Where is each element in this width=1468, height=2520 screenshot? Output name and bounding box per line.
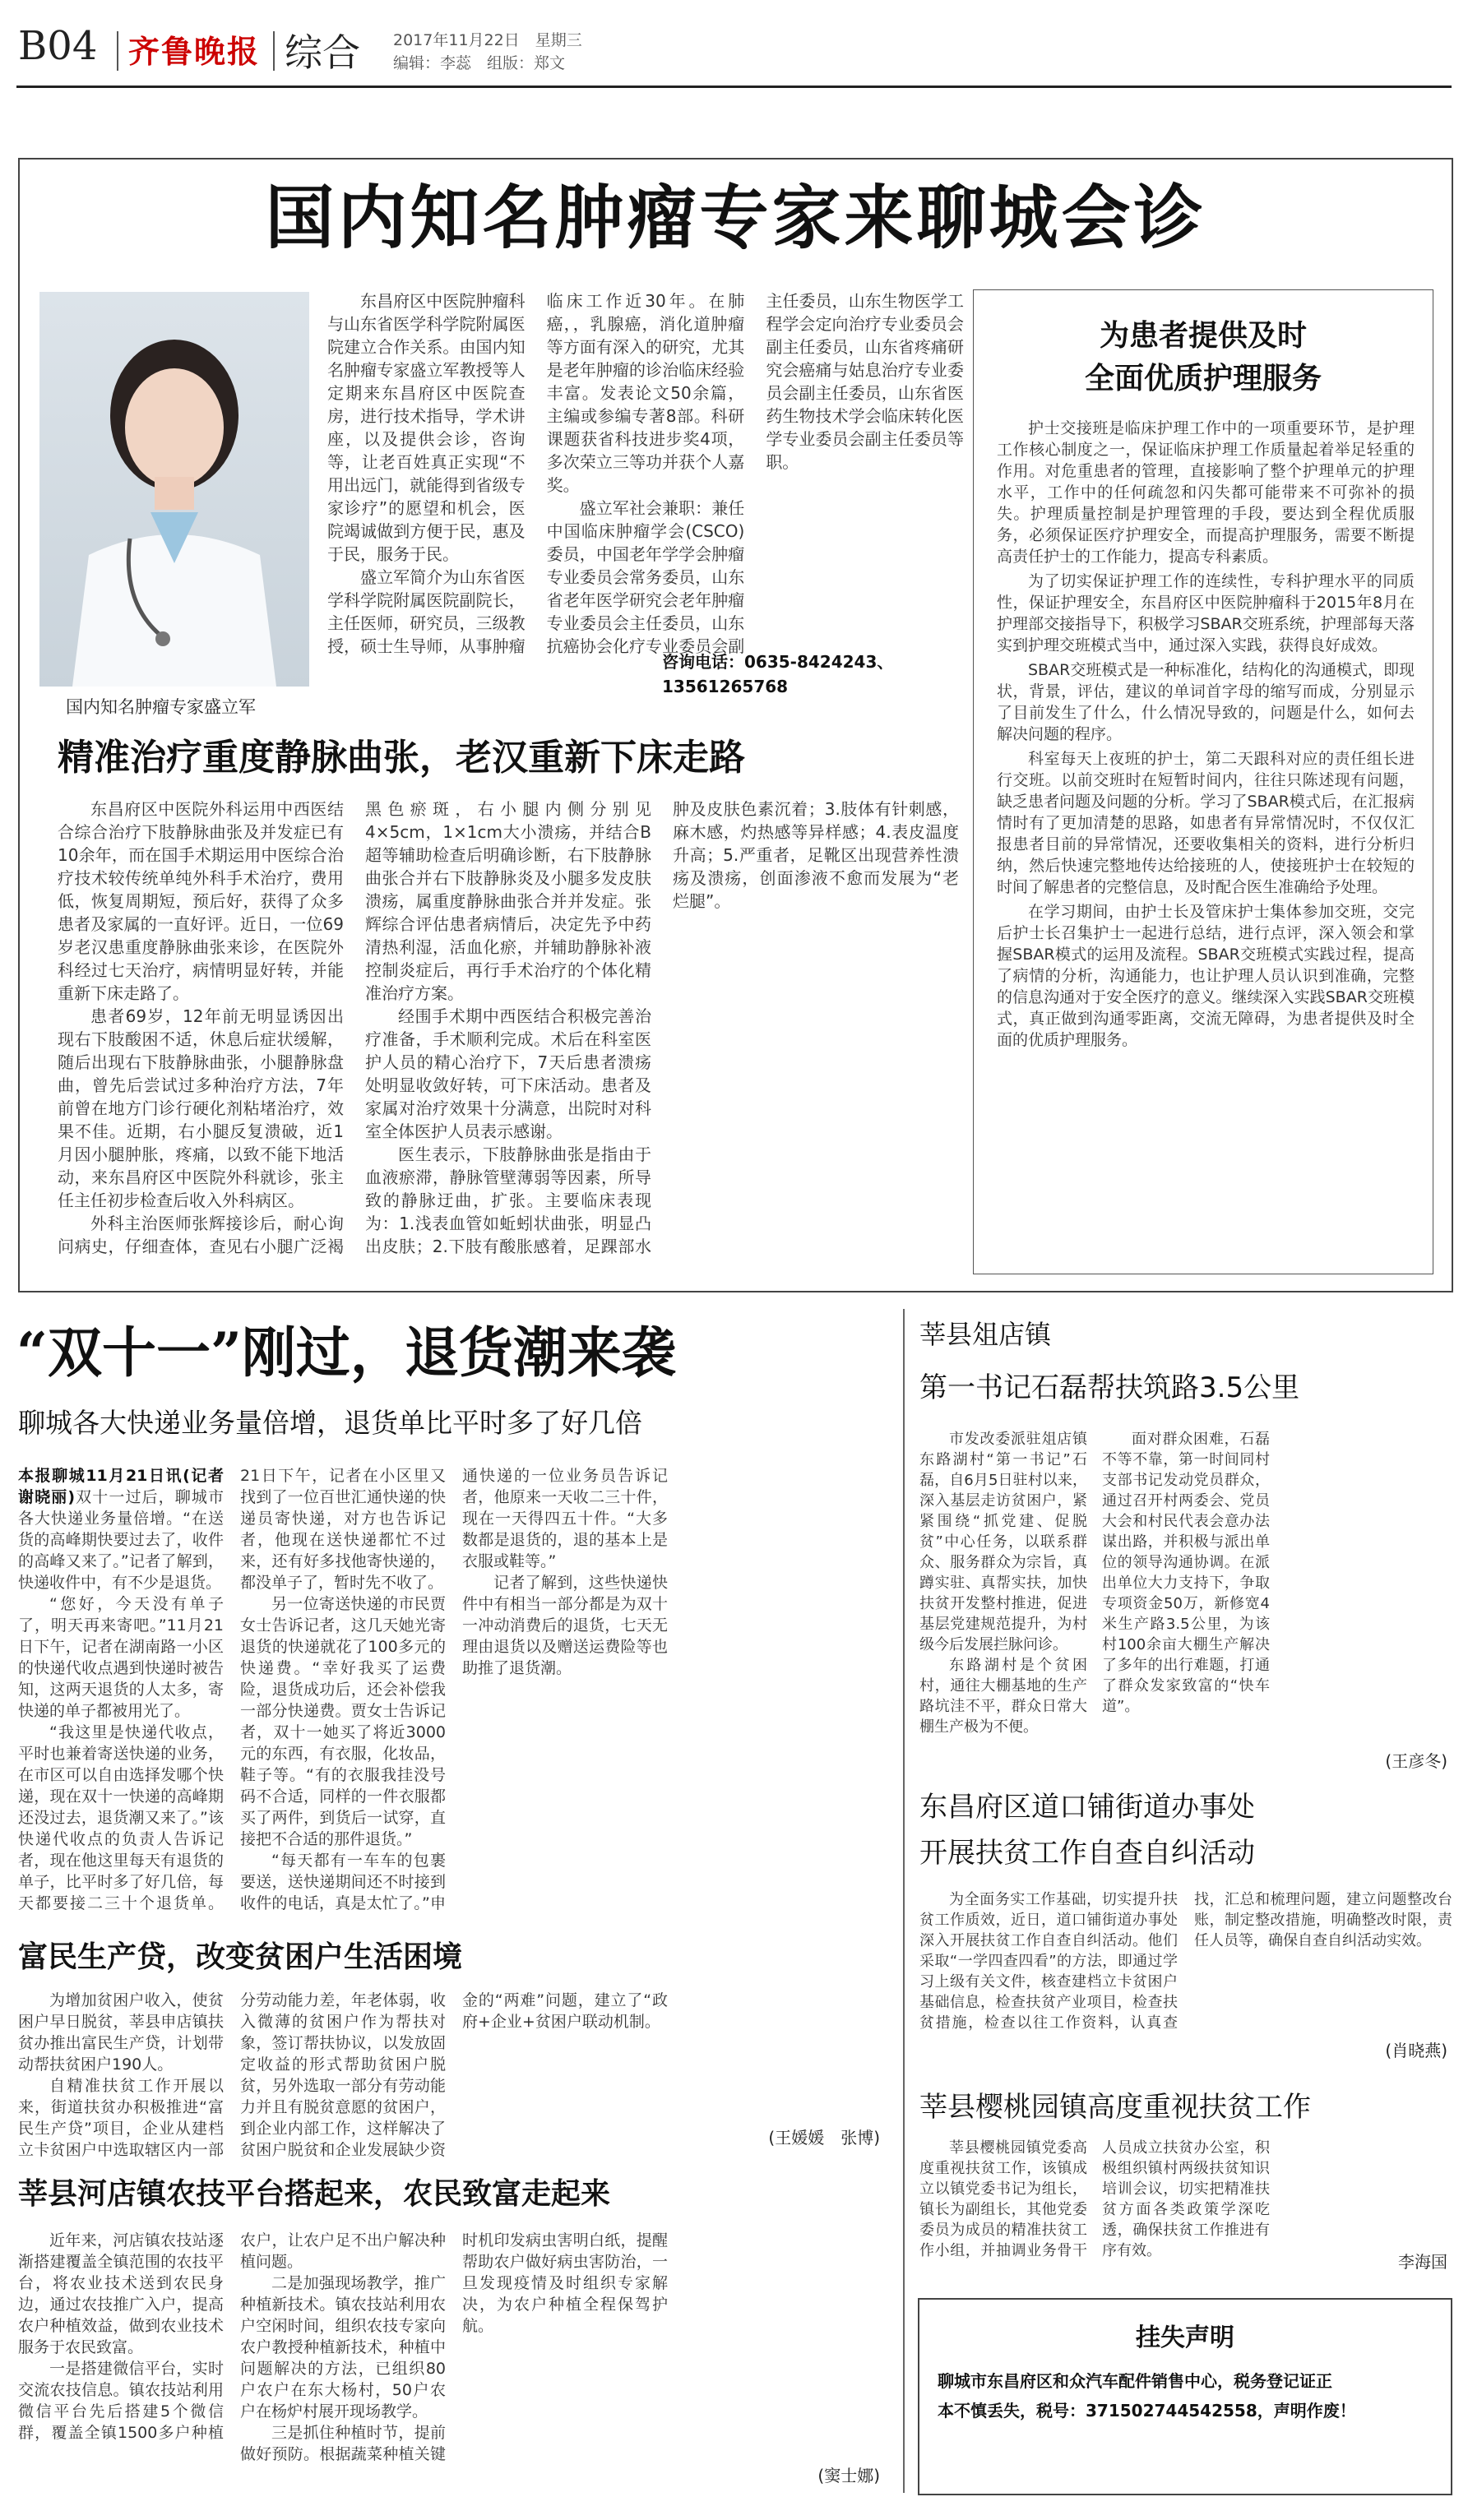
author-signature: 李海国	[1398, 2252, 1447, 2272]
article-subheadline: 聊城各大快递业务量倍增，退货单比平时多了好几倍	[18, 1407, 642, 1439]
author-signature: (窦士娜)	[817, 2466, 880, 2485]
masthead-divider	[273, 31, 275, 71]
article-headline: 富民生产贷，改变贫困户生活困境	[18, 1940, 463, 1974]
article-headline: 精准治疗重度静脉曲张，老汉重新下床走路	[58, 737, 745, 779]
paragraph: 近年来，河店镇农技站逐渐搭建覆盖全镇范围的农技平台，将农业技术送到农民身边，通过农技推广入户，提高农户种植效益，做到农业技术服务于农民致富。	[18, 2231, 224, 2356]
paragraph: 盛立军社会兼职：兼任中国临床肿瘤学会(CSCO)委员，中国老年学学会肿瘤专业委员会常务委员，山东省老年医学研究会老年肿瘤专业委员会主任委员，山东抗癌协会化疗专业委员会副主任委员，山东生物医学工程学会定向治疗专业委员会副主任委员，山东省疼痛研究会癌痛与姑息治疗专业委员会副主任委员，山东省医药生物技术学会临床转化医学专业委员会副主任委员等职。	[546, 291, 964, 656]
contact-phone: 咨询电话：0635-8424243、13561265768	[662, 652, 894, 696]
author-signature: (肖晓燕)	[1385, 2041, 1447, 2060]
sidebar-headline: 为患者提供及时	[1099, 319, 1307, 353]
author-signature: (王彦冬)	[1385, 1751, 1447, 1771]
paragraph: 为了切实保证护理工作的连续性，专科护理水平的同质性，保证护理安全，东昌府区中医院肿瘤科于2015年8月在护理部交接指导下，积极学习SBAR交班系统，护理部每天落实到护理交班模式当中，通过深入实践，获得良好成效。	[997, 572, 1415, 654]
article-headline: 东昌府区道口铺街道办事处	[919, 1791, 1255, 1824]
paragraph: 为全面务实工作基础，切实提升扶贫工作质效，近日，道口铺街道办事处深入开展扶贫工作自查自纠活动。他们采取“一学四查四看”的方法，即通过学习上级有关文件，核查建档立卡贫困户基础信息，检查扶贫产业项目，检查扶贫措施，检查以往工作资料，认真查找，汇总和梳理问题，建立问题整改台账，制定整改措施，明确整改时限，责任人员等，确保自查自纠活动实效。	[919, 1891, 1452, 2032]
issue-date: 2017年11月22日 星期三	[393, 31, 582, 49]
article-body	[18, 2230, 890, 2476]
photo-caption: 国内知名肿瘤专家盛立军	[66, 697, 256, 717]
article-headline: 莘县河店镇农技平台搭起来，农民致富走起来	[18, 2177, 611, 2211]
paragraph: 护士交接班是临床护理工作中的一项重要环节，是护理工作核心制度之一，保证临床护理工作质量起着举足轻重的作用。对危重患者的管理，直接影响了整个护理单元的护理水平，工作中的任何疏忽和闪失都可能带来不可弥补的损失。护理质量控制是护理管理的手段，要达到全程优质服务，必须保证医疗护理安全，而提高护理服务，需要不断提高责任护士的工作能力，提高专科素质。	[997, 419, 1415, 566]
article-kicker: 莘县俎店镇	[919, 1319, 1052, 1350]
paragraph: 二是加强现场教学，推广种植新技术。镇农技站利用农户空闲时间，组织农技专家向农户教授种植新技术，种植中问题解决的方法，已组织80户农户在东大杨村，50户农户在杨炉村展开现场教学。	[240, 2274, 446, 2421]
page-number: B04	[18, 23, 98, 69]
column-divider	[903, 1309, 905, 2493]
paragraph: “我这里是快递代收点，平时也兼着寄送快递的业务，在市区可以自由选择发哪个快递，现在双十一快递的高峰期还没过去，退货潮又来了。”该快递代收点的负责人告诉记者，现在他这里每天有退货的单子，比平时多了好几倍，每天都要接二三十个退货单。21日下午，记者在小区里又找到了一位百世汇通快递的快递员寄快递，对方也告诉记者，他现在送快递都忙不过来，还有好多找他寄快递的，都没单子了，暂时先不收了。	[18, 1467, 446, 1912]
paragraph: “每天都有一车车的包裹要送，送快递期间还不时接到收件的电话，真是太忙了。”申通快递的一位业务员告诉记者，他原来一天收二三十件，现在一天得四五十件。“大多数都是退货的，退的基本上是衣服或鞋等。”	[240, 1467, 668, 1912]
notice-text: 本不慎丢失，税号：371502744542558，声明作废！	[938, 2401, 1356, 2421]
paragraph: SBAR交班模式是一种标准化，结构化的沟通模式，即现状，背景，评估，建议的单词首字母的缩写而成，分别显示了目前发生了什么，什么情况导致的，问题是什么，如何去解决问题的程序。	[997, 661, 1415, 743]
paragraph: 记者了解到，这些快递快件中有相当一部分都是为双十一冲动消费后的退货，七天无理由退货以及赠送运费险等也助推了退货潮。	[462, 1574, 668, 1677]
paragraph: 科室每天上夜班的护士，第二天跟科对应的责任组长进行交班。以前交班时在短暂时间内，往往只陈述现有问题，缺乏患者问题及问题的分析。学习了SBAR模式后，在汇报病情时有了更加清楚的思路，如患者有异常情况时，不仅仅汇报患者目前的异常情况，还要收集相关的资料，进行分析归纳，然后快速完整地传达给接班的人，使接班护士在较短的时间了解患者的完整信息，及时配合医生准确给予处理。	[997, 750, 1415, 896]
paragraph: 外科主治医师张辉接诊后，耐心询问病史，仔细查体，查见右小腿广泛褐黑色瘀斑，右小腿内侧分别见4×5cm，1×1cm大小溃疡，并结合B超等辅助检查后明确诊断，右下肢静脉曲张合并右下肢静脉炎及小腿多发皮肤溃疡，属重度静脉曲张合并并发症。张辉综合评估患者病情后，决定先予中药清热利湿，活血化瘀，并辅助静脉补液控制炎症后，再行手术治疗的个体化精准治疗方案。	[58, 799, 651, 1256]
paragraph: 在学习期间，由护士长及管床护士集体参加交班，交完后护士长召集护士一起进行总结，进行点评，深入领会和掌握SBAR模式的运用及流程。SBAR交班模式实践过程，提高了病情的分析，沟通能力，也让护理人员认识到准确，完整的信息沟通对于安全医疗的意义。继续深入实践SBAR交班模式，真正做到沟通零距离，交流无障碍，为患者提供及时全面的优质护理服务。	[997, 903, 1415, 1049]
paragraph: 东路湖村是个贫困村，通往大棚基地的生产路坑洼不平，群众日常大棚生产极为不便。	[919, 1657, 1087, 1736]
paragraph-text: 双十一过后，聊城市各大快递业务量倍增。“在送货的高峰期快要过去了，收件的高峰又来了。”记者了解到，快递收件中，有不少是退货。	[18, 1488, 224, 1592]
author-signature: (王媛媛 张博)	[768, 2128, 880, 2148]
paragraph: 自精准扶贫工作开展以来，街道扶贫办积极推进“富民生产贷”项目，企业从建档立卡贫困户中选取辖区内一部分劳动能力差，年老体弱，收入微薄的贫困户作为帮扶对象，签订帮扶协议，以发放固定收益的形式帮助贫困户脱贫，另外选取一部分有劳动能力并且有脱贫意愿的贫困户，到企业内部工作，这样解决了贫困户脱贫和企业发展缺少资金的“两难”问题，建立了“政府+企业+贫困户联动机制。	[18, 1991, 668, 2159]
article-body	[58, 798, 959, 1266]
article-body	[327, 289, 964, 669]
sidebar-headline: 全面优质护理服务	[1084, 362, 1322, 395]
paragraph: 东昌府区中医院外科运用中西医结合综合治疗下肢静脉曲张及并发症已有10余年，而在国手术期运用中医综合治疗技术较传统单纯外科手术治疗，费用低，恢复周期短，预后好，获得了众多患者及家属的一直好评。近日，一位69岁老汉患重度静脉曲张来诊，在医院外科经过七天治疗，病情明显好转，并能重新下床走路了。	[58, 799, 344, 1003]
masthead-rule	[16, 86, 1452, 88]
paragraph: 三是抓住种植时节，提前做好预防。根据蔬菜种植关键时机印发病虫害明白纸，提醒帮助农户做好病虫害防治，一旦发现疫情及时组织专家解决，为农户种植全程保驾护航。	[240, 2231, 668, 2463]
article-body	[919, 2138, 1452, 2261]
notice-title: 挂失声明	[1136, 2323, 1234, 2352]
notice-text: 聊城市东昌府区和众汽车配件销售中心，税务登记证正	[938, 2371, 1332, 2391]
paragraph: 为增加贫困户收入，使贫困户早日脱贫，莘县申店镇扶贫办推出富民生产贷，计划带动帮扶贫困户190人。	[18, 1991, 224, 2074]
article-body	[18, 1990, 890, 2179]
paragraph	[18, 1465, 240, 1593]
paragraph: 医生表示，下肢静脉曲张是指由于血液瘀滞，静脉管壁薄弱等因素，所导致的静脉迂曲，扩张。主要临床表现为：1.浅表血管如蚯蚓状曲张，明显凸出皮肤；2.下肢有酸胀感着，足踝部水肿及皮肤色素沉着；3.肢体有针刺感，麻木感，灼热感等异样感；4.表皮温度升高；5.严重者，足靴区出现营养性溃疡及溃疡，创面渗液不愈而发展为“老烂腿”。	[365, 799, 959, 1256]
article-body	[919, 1889, 1452, 2033]
article-headline: 国内知名肿瘤专家来聊城会诊	[265, 177, 1206, 258]
article-headline: 第一书记石磊帮扶筑路3.5公里	[919, 1371, 1300, 1404]
paragraph: 面对群众困难，石磊不等不靠，第一时间同村支部书记发动党员群众，通过召开村两委会、党员大会和村民代表会意办法谋出路，并积极与派出单位的领导沟通协调。在派出单位大力支持下，争取专项资金50万，新修宽4米生产路3.5公里，为该村100余亩大棚生产解决了多年的出行难题，打通了群众发家致富的“快车道”。	[1102, 1431, 1270, 1715]
article-headline: 莘县樱桃园镇高度重视扶贫工作	[919, 2091, 1311, 2124]
paragraph: 莘县樱桃园镇党委高度重视扶贫工作，该镇成立以镇党委书记为组长，镇长为副组长，其他党委委员为成员的精准扶贫工作小组，并抽调业务骨干人员成立扶贫办公室，积极组织镇村两级扶贫知识培训会议，切实把精准扶贫方面各类政策学深吃透，确保扶贫工作推进有序有效。	[919, 2139, 1270, 2259]
editor-credits: 编辑：李蕊 组版：郑文	[393, 54, 566, 72]
paragraph: 经围手术期中西医结合积极完善治疗准备，手术顺利完成。术后在科室医护人员的精心治疗下，7天后患者溃疡处明显收敛好转，可下床活动。患者及家属对治疗效果十分满意，出院时对科室全体医护人员表示感谢。	[365, 1006, 651, 1141]
paragraph: “您好，今天没有单子了，明天再来寄吧。”11月21日下午，记者在湖南路一小区的快递代收点遇到快递时被告知，这两天退货的人太多，寄快递的单子都被用光了。	[18, 1595, 224, 1720]
byline: 本报聊城11月21日讯(记者 谢晓丽)	[18, 1467, 240, 1506]
section-name: 综合	[285, 30, 360, 75]
paragraph: 另一位寄送快递的市民贾女士告诉记者，这几天她光寄退货的快递就花了100多元的快递费。“幸好我买了运费险，退货成功后，还会补偿我一部分快递费。贾女士告诉记者，双十一她买了将近3000元的东西，有衣服，化妆品，鞋子等。“有的衣服我挂没号码不合适，同样的一件衣服都买了两件，到货后一试穿，直接把不合适的那件退货。”	[240, 1595, 446, 1848]
expert-photo	[39, 292, 309, 687]
article-body	[919, 1429, 1452, 1741]
sidebar-body	[997, 418, 1415, 1265]
paragraph: 患者69岁，12年前无明显诱因出现右下肢酸困不适，休息后症状缓解，随后出现右下肢静脉曲张，小腿静脉盘曲，曾先后尝试过多种治疗方法，7年前曾在地方门诊行硬化剂粘堵治疗，效果不佳。近期，右小腿反复溃破，近1月因小腿肿胀，疼痛，以致不能下地活动，来东昌府区中医院外科就诊，张主任主任初步检查后收入外科病区。	[58, 1006, 344, 1210]
paragraph: 盛立军简介为山东省医学科学院附属医院副院长，主任医师，研究员，三级教授，硕士生导师，从事肿瘤临床工作近30年。在肺癌，，乳腺癌，消化道肿瘤等方面有深入的研究，尤其是老年肿瘤的诊治临床经验丰富。发表论文50余篇，主编或参编专著8部。科研课题获省科技进步奖4项，多次荣立三等功并获个人嘉奖。	[327, 291, 745, 656]
paragraph: 一是搭建微信平台，实时交流农技信息。镇农技站利用微信平台先后搭建5个微信群，覆盖全镇1500多户种植农户，让农户足不出户解决种植问题。	[18, 2231, 446, 2442]
paragraph: 东昌府区中医院肿瘤科与山东省医学科学院附属医院建立合作关系。由国内知名肿瘤专家盛立军教授等人定期来东昌府区中医院查房，进行技术指导，学术讲座，以及提供会诊，咨询等，让老百姓真正实现“不用出远门，就能得到省级专家诊疗”的愿望和机会，医院竭诚做到方便于民，惠及于民，服务于民。	[327, 291, 526, 564]
article-headline: “双十一”刚过，退货潮来袭	[16, 1320, 676, 1385]
paragraph: 市发改委派驻俎店镇东路湖村“第一书记”石磊，自6月5日驻村以来，深入基层走访贫困户，紧紧围绕“抓党建、促脱贫”中心任务，以联系群众、服务群众为宗旨，真蹲实驻、真帮实扶，加快扶贫开发整村推进，促进基层党建规范提升，为村级今后发展拦脉问诊。	[919, 1431, 1087, 1653]
article-body	[18, 1465, 890, 1926]
masthead-divider	[117, 31, 118, 71]
article-headline: 开展扶贫工作自查自纠活动	[919, 1837, 1255, 1870]
brand-logo: 齐鲁晚报	[128, 33, 261, 70]
